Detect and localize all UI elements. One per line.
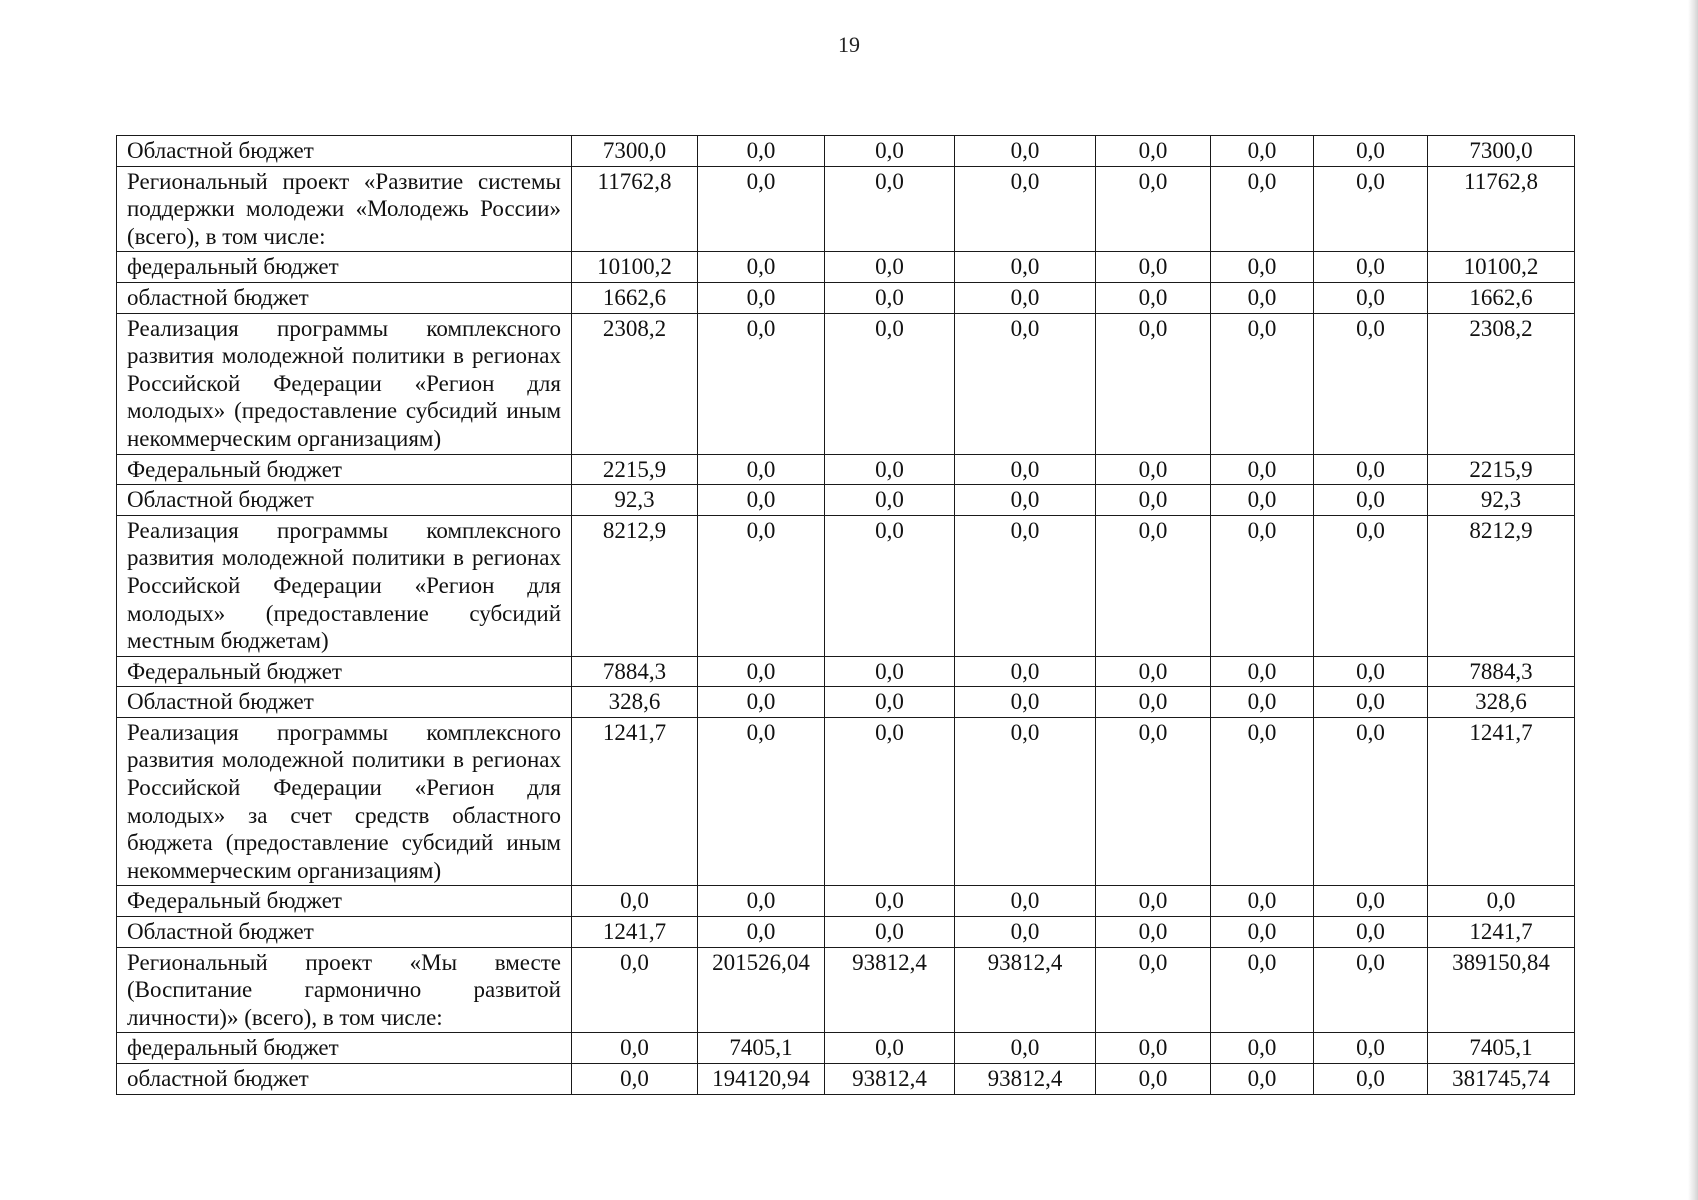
value-cell: 0,0	[1096, 515, 1211, 656]
value-cell: 0,0	[698, 313, 825, 454]
budget-table-body	[117, 136, 1575, 1095]
value-cell: 0,0	[1314, 886, 1428, 917]
row-label: Региональный проект «Развитие системы поддержки молодежи «Молодежь России» (всего), в том числе:	[117, 166, 572, 252]
value-cell: 0,0	[572, 1033, 698, 1064]
table-row	[117, 917, 1575, 948]
value-cell: 93812,4	[825, 947, 955, 1033]
table-row	[117, 656, 1575, 687]
value-cell: 0,0	[825, 136, 955, 167]
value-cell: 0,0	[1314, 166, 1428, 252]
value-cell: 0,0	[1314, 136, 1428, 167]
row-total-cell: 7405,1	[1428, 1033, 1575, 1064]
value-cell: 92,3	[572, 485, 698, 516]
value-cell: 1241,7	[572, 917, 698, 948]
row-label: Федеральный бюджет	[117, 656, 572, 687]
value-cell: 0,0	[1314, 485, 1428, 516]
value-cell: 0,0	[1096, 656, 1211, 687]
row-total-cell: 92,3	[1428, 485, 1575, 516]
value-cell: 0,0	[1096, 886, 1211, 917]
row-label: областной бюджет	[117, 282, 572, 313]
value-cell: 2308,2	[572, 313, 698, 454]
value-cell: 0,0	[955, 313, 1096, 454]
value-cell: 0,0	[1211, 1033, 1314, 1064]
value-cell: 0,0	[955, 656, 1096, 687]
table-row	[117, 1064, 1575, 1095]
value-cell: 0,0	[1314, 1064, 1428, 1095]
value-cell: 93812,4	[825, 1064, 955, 1095]
value-cell: 0,0	[1096, 1064, 1211, 1095]
value-cell: 93812,4	[955, 947, 1096, 1033]
value-cell: 1662,6	[572, 282, 698, 313]
value-cell: 0,0	[1314, 717, 1428, 886]
value-cell: 194120,94	[698, 1064, 825, 1095]
value-cell: 0,0	[825, 252, 955, 283]
value-cell: 0,0	[1096, 252, 1211, 283]
table-row	[117, 252, 1575, 283]
row-total-cell: 0,0	[1428, 886, 1575, 917]
value-cell: 0,0	[572, 886, 698, 917]
row-total-cell: 328,6	[1428, 687, 1575, 718]
table-row	[117, 485, 1575, 516]
value-cell: 0,0	[1211, 313, 1314, 454]
value-cell: 0,0	[1096, 917, 1211, 948]
table-row	[117, 717, 1575, 886]
value-cell: 0,0	[1211, 515, 1314, 656]
value-cell: 0,0	[1096, 1033, 1211, 1064]
table-row	[117, 687, 1575, 718]
value-cell: 0,0	[825, 886, 955, 917]
value-cell: 0,0	[1211, 717, 1314, 886]
row-label: Реализация программы комплексного развития молодежной политики в регионах Российской Федерации «Регион для молодых» за счет средств областного бюджета (предоставление субсидий иным некоммерческим организациям)	[117, 717, 572, 886]
value-cell: 0,0	[1211, 166, 1314, 252]
value-cell: 0,0	[698, 136, 825, 167]
value-cell: 0,0	[1211, 252, 1314, 283]
value-cell: 0,0	[825, 485, 955, 516]
row-total-cell: 1662,6	[1428, 282, 1575, 313]
value-cell: 0,0	[1314, 454, 1428, 485]
value-cell: 0,0	[1314, 282, 1428, 313]
value-cell: 1241,7	[572, 717, 698, 886]
value-cell: 7405,1	[698, 1033, 825, 1064]
row-label: областной бюджет	[117, 1064, 572, 1095]
value-cell: 0,0	[1314, 656, 1428, 687]
value-cell: 0,0	[698, 282, 825, 313]
row-total-cell: 2308,2	[1428, 313, 1575, 454]
value-cell: 0,0	[698, 166, 825, 252]
value-cell: 0,0	[955, 282, 1096, 313]
value-cell: 0,0	[955, 886, 1096, 917]
value-cell: 0,0	[1211, 947, 1314, 1033]
value-cell: 0,0	[825, 1033, 955, 1064]
value-cell: 0,0	[1096, 687, 1211, 718]
row-total-cell: 381745,74	[1428, 1064, 1575, 1095]
value-cell: 0,0	[955, 166, 1096, 252]
row-label: Областной бюджет	[117, 485, 572, 516]
row-label: Областной бюджет	[117, 136, 572, 167]
value-cell: 0,0	[1211, 485, 1314, 516]
row-total-cell: 1241,7	[1428, 717, 1575, 886]
table-row	[117, 1033, 1575, 1064]
value-cell: 0,0	[698, 485, 825, 516]
value-cell: 0,0	[1314, 687, 1428, 718]
value-cell: 0,0	[1211, 886, 1314, 917]
value-cell: 10100,2	[572, 252, 698, 283]
row-label: Областной бюджет	[117, 687, 572, 718]
table-row	[117, 313, 1575, 454]
value-cell: 0,0	[1314, 252, 1428, 283]
value-cell: 0,0	[698, 515, 825, 656]
value-cell: 0,0	[955, 252, 1096, 283]
row-total-cell: 10100,2	[1428, 252, 1575, 283]
value-cell: 0,0	[1096, 454, 1211, 485]
value-cell: 201526,04	[698, 947, 825, 1033]
page-number: 19	[838, 32, 860, 57]
row-total-cell: 389150,84	[1428, 947, 1575, 1033]
value-cell: 0,0	[1096, 136, 1211, 167]
value-cell: 11762,8	[572, 166, 698, 252]
row-label: Федеральный бюджет	[117, 886, 572, 917]
value-cell: 0,0	[1211, 454, 1314, 485]
value-cell: 0,0	[698, 252, 825, 283]
value-cell: 0,0	[1314, 313, 1428, 454]
value-cell: 0,0	[1096, 282, 1211, 313]
value-cell: 0,0	[955, 136, 1096, 167]
value-cell: 0,0	[698, 917, 825, 948]
value-cell: 0,0	[825, 656, 955, 687]
value-cell: 0,0	[698, 656, 825, 687]
value-cell: 0,0	[825, 313, 955, 454]
value-cell: 0,0	[1211, 136, 1314, 167]
value-cell: 7884,3	[572, 656, 698, 687]
value-cell: 0,0	[1211, 282, 1314, 313]
value-cell: 0,0	[825, 515, 955, 656]
row-label: Реализация программы комплексного развития молодежной политики в регионах Российской Федерации «Регион для молодых» (предоставление субсидий местным бюджетам)	[117, 515, 572, 656]
table-row	[117, 454, 1575, 485]
row-total-cell: 7300,0	[1428, 136, 1575, 167]
value-cell: 0,0	[825, 454, 955, 485]
value-cell: 0,0	[955, 485, 1096, 516]
row-label: федеральный бюджет	[117, 252, 572, 283]
value-cell: 0,0	[825, 166, 955, 252]
value-cell: 0,0	[1211, 687, 1314, 718]
row-total-cell: 8212,9	[1428, 515, 1575, 656]
budget-table	[116, 135, 1575, 1095]
value-cell: 0,0	[955, 515, 1096, 656]
value-cell: 0,0	[1314, 515, 1428, 656]
table-row	[117, 166, 1575, 252]
value-cell: 8212,9	[572, 515, 698, 656]
row-label: Реализация программы комплексного развития молодежной политики в регионах Российской Федерации «Регион для молодых» (предоставление субсидий иным некоммерческим организациям)	[117, 313, 572, 454]
value-cell: 2215,9	[572, 454, 698, 485]
value-cell: 0,0	[955, 454, 1096, 485]
value-cell: 0,0	[1096, 166, 1211, 252]
table-row	[117, 136, 1575, 167]
value-cell: 0,0	[1314, 917, 1428, 948]
row-label: Областной бюджет	[117, 917, 572, 948]
value-cell: 0,0	[955, 917, 1096, 948]
row-total-cell: 7884,3	[1428, 656, 1575, 687]
value-cell: 0,0	[1096, 717, 1211, 886]
value-cell: 0,0	[1096, 947, 1211, 1033]
table-row	[117, 515, 1575, 656]
row-total-cell: 1241,7	[1428, 917, 1575, 948]
table-row	[117, 886, 1575, 917]
table-row	[117, 947, 1575, 1033]
value-cell: 328,6	[572, 687, 698, 718]
value-cell: 93812,4	[955, 1064, 1096, 1095]
value-cell: 0,0	[1211, 656, 1314, 687]
value-cell: 0,0	[1096, 485, 1211, 516]
value-cell: 0,0	[825, 282, 955, 313]
value-cell: 0,0	[825, 917, 955, 948]
value-cell: 0,0	[1314, 947, 1428, 1033]
value-cell: 0,0	[955, 687, 1096, 718]
row-total-cell: 2215,9	[1428, 454, 1575, 485]
value-cell: 0,0	[825, 687, 955, 718]
value-cell: 0,0	[572, 947, 698, 1033]
row-label: Региональный проект «Мы вместе (Воспитание гармонично развитой личности)» (всего), в том числе:	[117, 947, 572, 1033]
value-cell: 0,0	[955, 717, 1096, 886]
value-cell: 0,0	[955, 1033, 1096, 1064]
value-cell: 0,0	[1211, 1064, 1314, 1095]
value-cell: 7300,0	[572, 136, 698, 167]
value-cell: 0,0	[698, 886, 825, 917]
scan-edge-shadow	[1688, 0, 1698, 1200]
value-cell: 0,0	[698, 687, 825, 718]
row-total-cell: 11762,8	[1428, 166, 1575, 252]
row-label: Федеральный бюджет	[117, 454, 572, 485]
table-row	[117, 282, 1575, 313]
value-cell: 0,0	[825, 717, 955, 886]
row-label: федеральный бюджет	[117, 1033, 572, 1064]
value-cell: 0,0	[1314, 1033, 1428, 1064]
value-cell: 0,0	[572, 1064, 698, 1095]
value-cell: 0,0	[698, 454, 825, 485]
value-cell: 0,0	[1211, 917, 1314, 948]
value-cell: 0,0	[1096, 313, 1211, 454]
value-cell: 0,0	[698, 717, 825, 886]
